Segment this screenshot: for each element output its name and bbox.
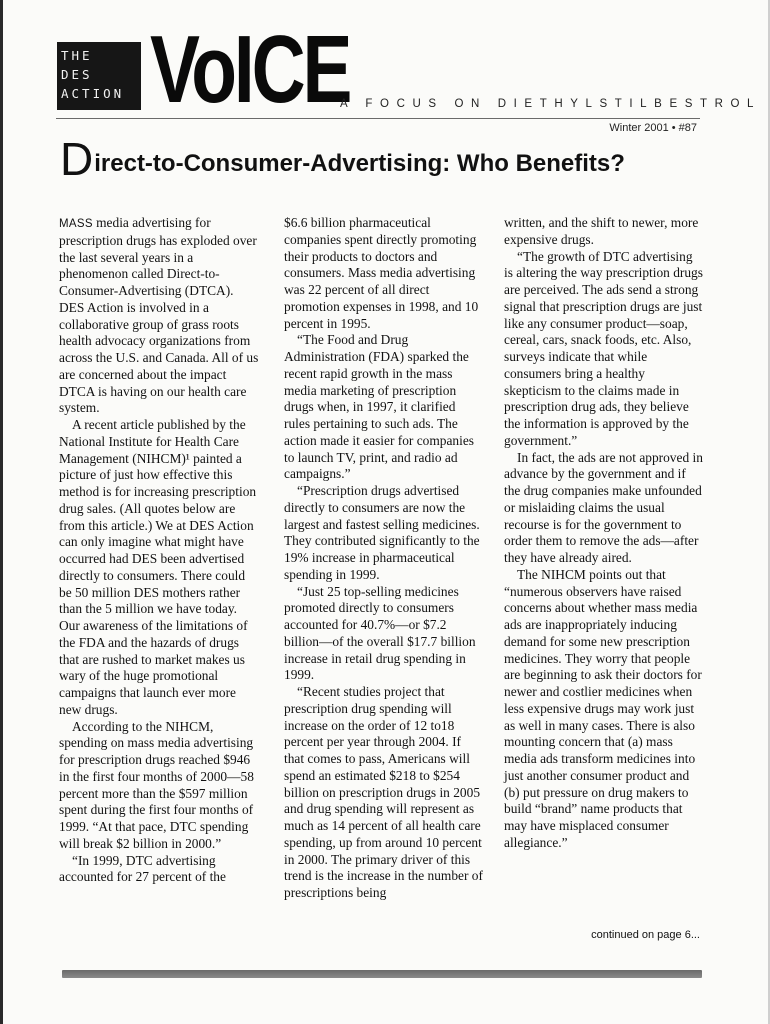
masthead-rule — [56, 118, 700, 119]
paragraph: “The growth of DTC advertising is altering the way prescription drugs are perceived. The ads send a strong signal that prescription drugs are just like any consumer product—soap, cereal, cars, snack foods, etc. Also, surveys indicate that while consumers bring a healthy skepticism to the claims made in prescription drug ads, they believe the information is approved by the government.” — [504, 248, 703, 448]
headline-text: irect-to-Consumer-Advertising: Who Benefits? — [94, 150, 625, 177]
logo-line-des: DES — [61, 67, 93, 82]
paragraph: A recent article published by the National Institute for Health Care Management (NIHCM)¹ painted a picture of just how effective this method is for increasing prescription drug sales. (All quotes below are from this article.) We at DES Action can only imagine what might have occurred had DES been advertised directly to consumers. There could be 50 million DES mothers rather than the 5 million we have today. Our awareness of the limitations of the FDA and the hazards of drugs that are rushed to market makes us wary of the huge promotional campaigns that launch ever more new drugs. — [59, 417, 257, 717]
newsletter-tagline: A FOCUS ON DIETHYLSTILBESTROL — [340, 98, 762, 110]
article-column-1 — [59, 215, 259, 886]
headline-drop-cap: D — [60, 133, 94, 185]
paragraph: written, and the shift to newer, more expensive drugs. — [504, 215, 699, 247]
article-column-2 — [284, 215, 484, 902]
paragraph — [59, 215, 259, 417]
issue-date: Winter 2001 • #87 — [609, 122, 697, 134]
newsletter-title: VoICE — [150, 16, 350, 123]
paragraph: $6.6 billion pharmaceutical companies spent directly promoting their products to doctors and consumers. Mass media advertising was 22 percent of all direct promotion expenses in 1998, and 10 percent in 1995. — [284, 215, 479, 331]
paragraph: In fact, the ads are not approved in advance by the government and if the drug companies make unfounded or mislaiding claims the usual recourse is for the government to order them to remove the ads—after they have already aired. — [504, 449, 703, 565]
logo-line-the: THE — [61, 48, 93, 63]
paragraph: The NIHCM points out that “numerous observers have raised concerns about whether mass media ads are inappropriately inducing demand for some new prescription medicines. They worry that people are beginning to ask their doctors for newer and costlier medicines when less expensive drugs may work just as well in many cases. There is also mounting concern that (a) mass media ads transform medicines into just another consumer product and (b) put pressure on drug makers to build “brand” name products that may have misplaced consumer allegiance.” — [504, 566, 702, 850]
paragraph: “The Food and Drug Administration (FDA) sparked the recent rapid growth in the mass media marketing of prescription drugs when, in 1997, it clarified rules pertaining to such ads. The action made it easier for companies to launch TV, print, and radio ad campaigns.” — [284, 332, 474, 482]
paragraph-text: media advertising for prescription drugs has exploded over the last several years in a phenomenon called Direct-to-Consumer-Advertising (DTCA). DES Action is involved in a collaborative group of grass roots health advocacy organizations from across the U.S. and Canada. All of us are concerned about the impact DTCA is having on our health care system. — [59, 215, 259, 416]
page-left-edge — [0, 0, 3, 1024]
logo-line-action: ACTION — [61, 86, 125, 101]
paragraph: “Prescription drugs advertised directly to consumers are now the largest and fastest selling medicines. They contributed significantly to the 19% increase in pharmaceutical spending in 1999. — [284, 483, 480, 582]
lead-word: MASS — [59, 218, 93, 230]
article-column-3 — [504, 215, 704, 852]
paragraph: “In 1999, DTC advertising accounted for 27 percent of the — [59, 852, 226, 885]
paragraph: “Just 25 top-selling medicines promoted directly to consumers accounted for 40.7%—or $7.2 billion—of the overall $17.7 billion increase in retail drug spending in 1999. — [284, 583, 476, 683]
paragraph: “Recent studies project that prescription drug spending will increase on the order of 12 to18 percent per year through 2004. If that comes to pass, Americans will spend an estimated $218 to $254 billion on prescription drugs in 2005 and drug spending will represent as much as 14 percent of all health care spending, up from around 10 percent in 2000. The primary driver of this trend is the increase in the number of prescriptions being — [284, 684, 483, 900]
footer-bar — [62, 970, 702, 978]
des-action-logo — [57, 42, 141, 110]
paragraph: According to the NIHCM, spending on mass media advertising for prescription drugs reached $946 in the first four months of 2000—58 percent more than the $597 million spent during the first four months of 1999. “At that pace, DTC spending will break $2 billion in 2000.” — [59, 718, 254, 851]
continued-note: continued on page 6... — [591, 929, 700, 941]
article-headline — [60, 133, 625, 185]
